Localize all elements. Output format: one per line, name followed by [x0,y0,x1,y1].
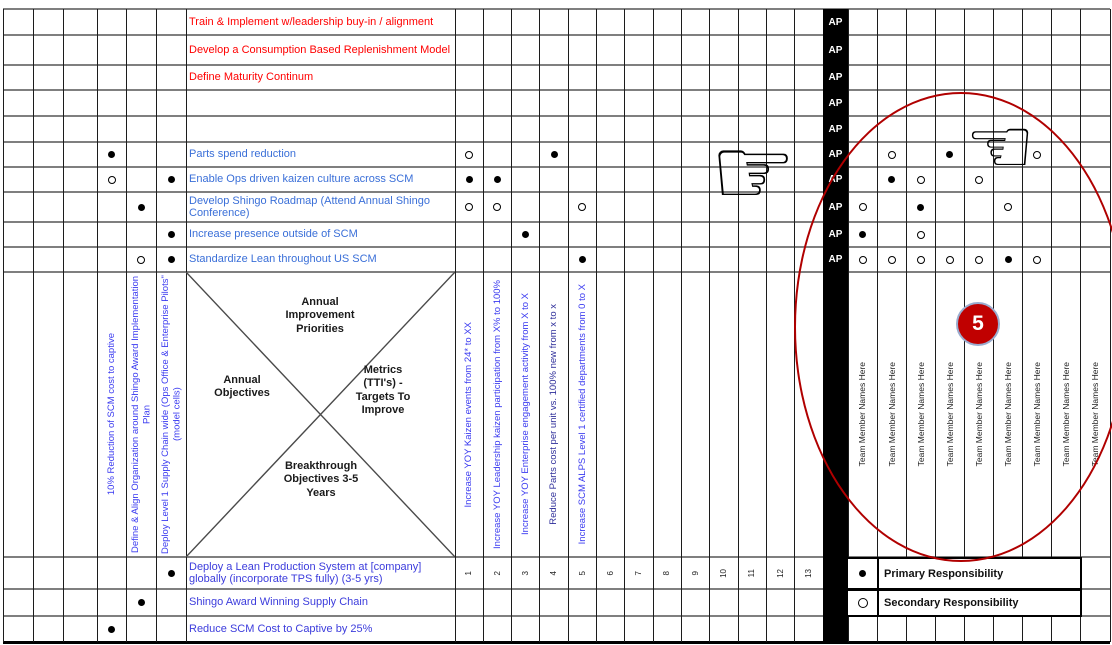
legend-secondary-responsibility [846,589,1082,617]
metric-number-8: 8 [662,570,672,576]
ap-cell-r10[interactable]: AP [823,247,848,272]
grid-line-h [3,641,1110,644]
x-matrix-center-cell[interactable] [186,272,455,557]
mark-primary-r7-t2[interactable] [888,176,895,183]
cell-team-member-column-5[interactable] [965,274,992,555]
mark-secondary-r8-m5[interactable] [578,203,586,211]
cell-metric-number-2[interactable] [484,559,510,587]
cell-metric-number-8[interactable] [654,559,680,587]
team-member-column-8: Team Member Names Here [1061,362,1072,467]
mark-secondary-r7-c3[interactable] [108,176,116,184]
annual-objective-vertical-2: Define & Align Organization around Shingo Award Implementation Plan [129,275,152,554]
grid-line-h [3,141,1110,143]
cell-metric-number-1[interactable] [456,559,482,587]
x-label-annual-objectives: Annual Objectives [214,374,270,400]
annual-objective-vertical-1: 10% Reduction of SCM cost to captive [105,333,117,496]
mark-primary-r6-c3[interactable] [108,151,115,158]
metric-number-13: 13 [804,568,814,578]
grid-line-v [33,9,34,642]
legend-primary-label: Primary Responsibility [884,567,1004,580]
objective-cell-r11[interactable]: Deploy a Lean Production System at [company] globally (incorporate TPS fully) (3-5 yrs) [189,560,422,585]
mark-primary-r7-m1[interactable] [466,176,473,183]
mark-primary-r6-t4[interactable] [946,151,953,158]
mark-secondary-r8-m2[interactable] [493,203,501,211]
mark-primary-r8-t3[interactable] [917,204,924,211]
primary-dot-icon [859,570,866,577]
cell-metric-number-12[interactable] [767,559,793,587]
cell-metric-vertical-5[interactable] [569,274,595,555]
grid-line-h [3,8,1110,10]
mark-primary-r12-c4[interactable] [138,599,145,606]
cell-metric-number-3[interactable] [513,559,539,587]
mark-primary-r9-c5[interactable] [168,231,175,238]
cell-metric-vertical-2[interactable] [484,274,510,555]
secondary-dot-icon [858,598,868,608]
objective-cell-r5[interactable] [187,117,453,141]
objective-cell-r6[interactable]: Parts spend reduction [189,148,297,161]
metric-number-2: 2 [492,570,502,576]
mark-primary-r10-m5[interactable] [579,256,586,263]
mark-secondary-r10-t4[interactable] [946,256,954,264]
grid-line-v [63,9,64,642]
grid-line-v [681,9,682,642]
mark-primary-r10-t6[interactable] [1005,256,1012,263]
grid-line-h [3,115,1110,117]
ap-cell-r4[interactable]: AP [823,90,848,116]
mark-secondary-r6-t7[interactable] [1033,151,1041,159]
grid-line-h [3,271,1110,273]
grid-line-v [709,9,710,642]
metric-number-6: 6 [605,570,615,576]
cell-team-member-column-7[interactable] [1024,274,1051,555]
mark-secondary-r10-c4[interactable] [137,256,145,264]
objective-cell-r13[interactable]: Reduce SCM Cost to Captive by 25% [189,622,373,635]
objective-cell-r1[interactable]: Train & Implement w/leadership buy-in / alignment [189,15,434,28]
ap-cell-r6[interactable]: AP [823,142,848,167]
grid-line-v [1110,9,1111,642]
team-member-column-6: Team Member Names Here [1003,362,1013,467]
x-label-metrics-ttis: Metrics (TTI's) - Targets To Improve [355,364,411,417]
ap-cell-r1[interactable]: AP [823,9,848,35]
cell-team-member-column-1[interactable] [849,274,876,555]
objective-cell-r10[interactable]: Standardize Lean throughout US SCM [189,253,377,266]
legend-secondary-dot-cell [848,591,879,615]
objective-cell-r3[interactable]: Define Maturity Continum [189,71,314,84]
metric-vertical-1: Increase YOY Kaizen events from 24* to XX [463,321,475,508]
cell-annual-objective-vertical-2[interactable] [127,274,155,555]
pointing-hand-left-icon: ☜ [965,102,1035,192]
team-member-column-7: Team Member Names Here [1032,362,1043,467]
metric-number-3: 3 [520,570,530,576]
mark-primary-r10-c5[interactable] [168,256,175,263]
mark-primary-r8-c4[interactable] [138,204,145,211]
objective-cell-r8[interactable]: Develop Shingo Roadmap (Attend Annual Shingo Conference) [189,194,430,219]
objective-cell-r9[interactable]: Increase presence outside of SCM [189,228,358,241]
mark-primary-r7-m2[interactable] [494,176,501,183]
legend-secondary-label: Secondary Responsibility [884,597,1019,609]
mark-secondary-r8-t1[interactable] [859,203,867,211]
ap-cell-r7[interactable]: AP [823,167,848,192]
metric-vertical-5: Increase SCM ALPS Level 1 certified departments from 0 to X [576,284,588,545]
metric-number-9: 9 [690,570,700,576]
cell-metric-number-11[interactable] [739,559,765,587]
cell-annual-objective-vertical-3[interactable] [157,274,185,555]
team-member-column-5: Team Member Names Here [973,362,984,467]
grid-line-v [3,9,4,642]
cell-metric-vertical-3[interactable] [513,274,539,555]
metric-number-7: 7 [634,570,644,576]
metric-vertical-4: Reduce Parts cost per unit vs. 100% new from x to x [548,304,560,525]
ap-cell-r8[interactable]: AP [823,192,848,222]
metric-number-12: 12 [775,568,785,578]
mark-secondary-r10-t3[interactable] [917,256,925,264]
annual-objective-vertical-3: Deploy Level 1 Supply Chain wide (Ops Office & Enterprise Pilots" (model cells) [159,275,182,554]
mark-secondary-r10-t7[interactable] [1033,256,1041,264]
metric-number-11: 11 [747,568,757,578]
x-label-breakthrough-objectives: Breakthrough Objectives 3-5 Years [283,460,359,499]
cell-metric-number-13[interactable] [796,559,822,587]
mark-secondary-r7-t3[interactable] [917,176,925,184]
grid-line-h [3,166,1110,168]
mark-primary-r11-c5[interactable] [168,570,175,577]
cell-metric-number-7[interactable] [626,559,652,587]
grid-line-h [3,89,1110,91]
mark-primary-r9-t1[interactable] [859,231,866,238]
cell-annual-objective-vertical-1[interactable] [98,274,125,555]
mark-primary-r6-m4[interactable] [551,151,558,158]
mark-primary-r9-m3[interactable] [522,231,529,238]
team-member-column-9: Team Member Names Here [1090,362,1101,467]
grid-line-v [794,9,795,642]
mark-secondary-r9-t3[interactable] [917,231,925,239]
metric-number-10: 10 [719,568,729,578]
team-member-column-4: Team Member Names Here [944,362,955,467]
metric-number-4: 4 [549,570,559,576]
mark-secondary-r7-t5[interactable] [975,176,983,184]
grid-line-v [653,9,654,642]
metric-vertical-3: Increase YOY Enterprise engagement activity from X to X [520,293,532,536]
cell-team-member-column-6[interactable] [995,274,1022,555]
mark-secondary-r6-t2[interactable] [888,151,896,159]
cell-metric-number-10[interactable] [711,559,737,587]
metric-number-5: 5 [577,570,587,576]
cell-team-member-column-8[interactable] [1053,274,1080,555]
cell-metric-vertical-4[interactable] [541,274,567,555]
cell-team-member-column-9[interactable] [1082,274,1109,555]
objective-cell-r12[interactable]: Shingo Award Winning Supply Chain [189,596,368,609]
cell-team-member-column-4[interactable] [936,274,963,555]
step-5-badge: 5 [956,302,1000,346]
mark-secondary-r10-t5[interactable] [975,256,983,264]
metric-vertical-2: Increase YOY Leadership kaizen participation from X% to 100% [491,280,503,549]
cell-metric-number-9[interactable] [682,559,708,587]
ap-cell-r5[interactable]: AP [823,116,848,142]
mark-primary-r7-c5[interactable] [168,176,175,183]
grid-line-v [738,9,739,642]
ap-cell-r2[interactable]: AP [823,35,848,65]
mark-secondary-r8-t6[interactable] [1004,203,1012,211]
cell-metric-number-5[interactable] [569,559,595,587]
cell-team-member-column-3[interactable] [907,274,934,555]
objective-cell-r2[interactable]: Develop a Consumption Based Replenishment Model [189,43,451,56]
mark-secondary-r6-m1[interactable] [465,151,473,159]
cell-metric-number-4[interactable] [541,559,567,587]
legend-primary-responsibility [846,557,1082,590]
ap-cell-r9[interactable]: AP [823,222,848,247]
objective-cell-r4[interactable] [187,91,453,115]
cell-metric-number-6[interactable] [598,559,624,587]
team-member-column-1: Team Member Names Here [857,362,868,467]
ap-cell-r3[interactable]: AP [823,65,848,90]
x-label-annual-improvement-priorities: Annual Improvement Priorities [285,296,355,335]
mark-secondary-r10-t1[interactable] [859,256,867,264]
legend-primary-dot-cell [848,559,879,588]
mark-secondary-r8-m1[interactable] [465,203,473,211]
grid-line-v [596,9,597,642]
mark-primary-r13-c3[interactable] [108,626,115,633]
objective-cell-r7[interactable]: Enable Ops driven kaizen culture across SCM [189,173,414,186]
mark-secondary-r10-t2[interactable] [888,256,896,264]
grid-line-h [3,246,1110,248]
grid-line-h [3,34,1110,36]
grid-line-h [3,64,1110,66]
grid-line-v [766,9,767,642]
grid-line-h [3,191,1110,193]
grid-line-h [3,221,1110,223]
cell-metric-vertical-1[interactable] [456,274,482,555]
grid-line-v [624,9,625,642]
team-member-column-2: Team Member Names Here [886,362,897,467]
pointing-hand-right-icon: ☞ [709,116,797,228]
team-member-column-3: Team Member Names Here [915,362,926,467]
cell-team-member-column-2[interactable] [878,274,905,555]
metric-number-1: 1 [464,570,474,576]
